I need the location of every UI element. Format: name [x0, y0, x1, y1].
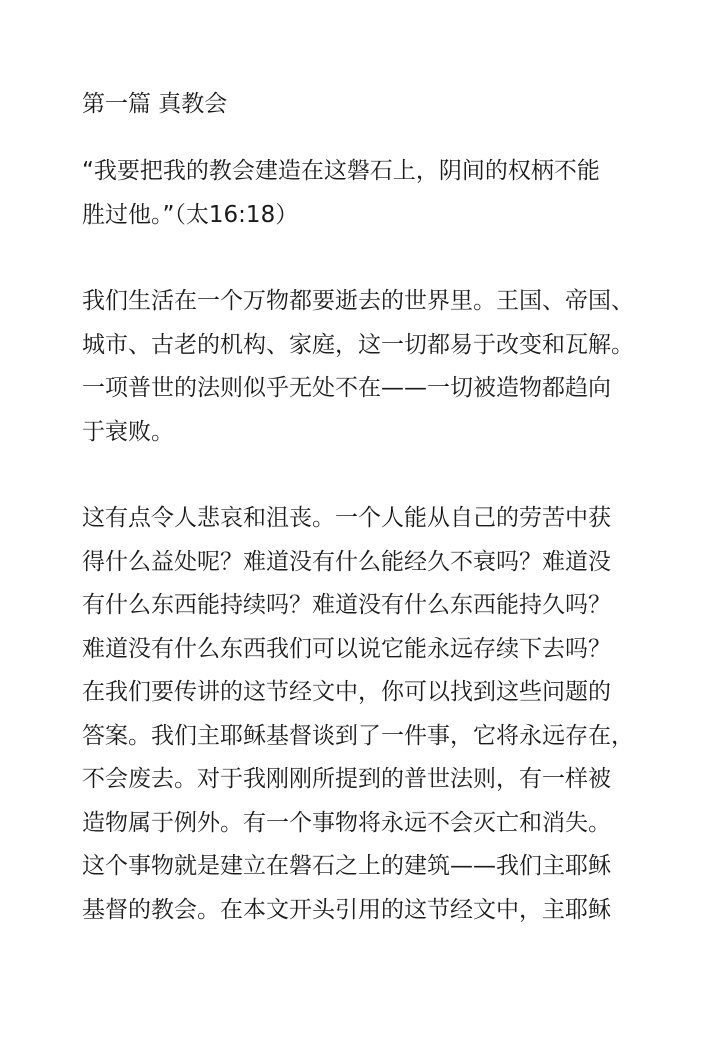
paragraph-line: 这个事物就是建立在磐石之上的建筑——我们主耶稣 — [82, 853, 611, 879]
quote-line: “我要把我的教会建造在这磐石上，阴间的权柄不能 — [82, 158, 600, 184]
paragraph-line: 得什么益处呢？难道没有什么能经久不衰吗？难道没 — [82, 548, 611, 575]
paragraph-line: 在我们要传讲的这节经文中，你可以找到这些问题的 — [82, 679, 611, 705]
paragraph-line: 于衰败。 — [82, 418, 174, 445]
quote-line: 胜过他。”（太16:18） — [82, 201, 299, 228]
scripture-quote — [82, 150, 682, 237]
paragraph-line: 造物属于例外。有一个事物将永远不会灭亡和消失。 — [82, 809, 611, 836]
paragraph-line: 有什么东西能持续吗？难道没有什么东西能持久吗？ — [82, 592, 611, 618]
paragraph-line: 不会废去。对于我刚刚所提到的普世法则，有一样被 — [82, 766, 611, 792]
paragraph-line: 一项普世的法则似乎无处不在——一切被造物都趋向 — [82, 375, 611, 401]
chapter-title: 第一篇 真教会 — [82, 91, 228, 117]
paragraph-2 — [82, 497, 682, 932]
paragraph-line: 城市、古老的机构、家庭，这一切都易于改变和瓦解。 — [82, 331, 634, 358]
paragraph-line: 这有点令人悲哀和沮丧。一个人能从自己的劳苦中获 — [82, 505, 611, 531]
paragraph-1 — [82, 280, 682, 454]
paragraph-line: 答案。我们主耶稣基督谈到了一件事，它将永远存在， — [82, 722, 634, 749]
paragraph-line: 我们生活在一个万物都要逝去的世界里。王国、帝国、 — [82, 288, 634, 314]
paragraph-line: 基督的教会。在本文开头引用的这节经文中，主耶稣 — [82, 896, 611, 923]
paragraph-line: 难道没有什么东西我们可以说它能永远存续下去吗？ — [82, 635, 611, 662]
document-page — [82, 82, 682, 932]
